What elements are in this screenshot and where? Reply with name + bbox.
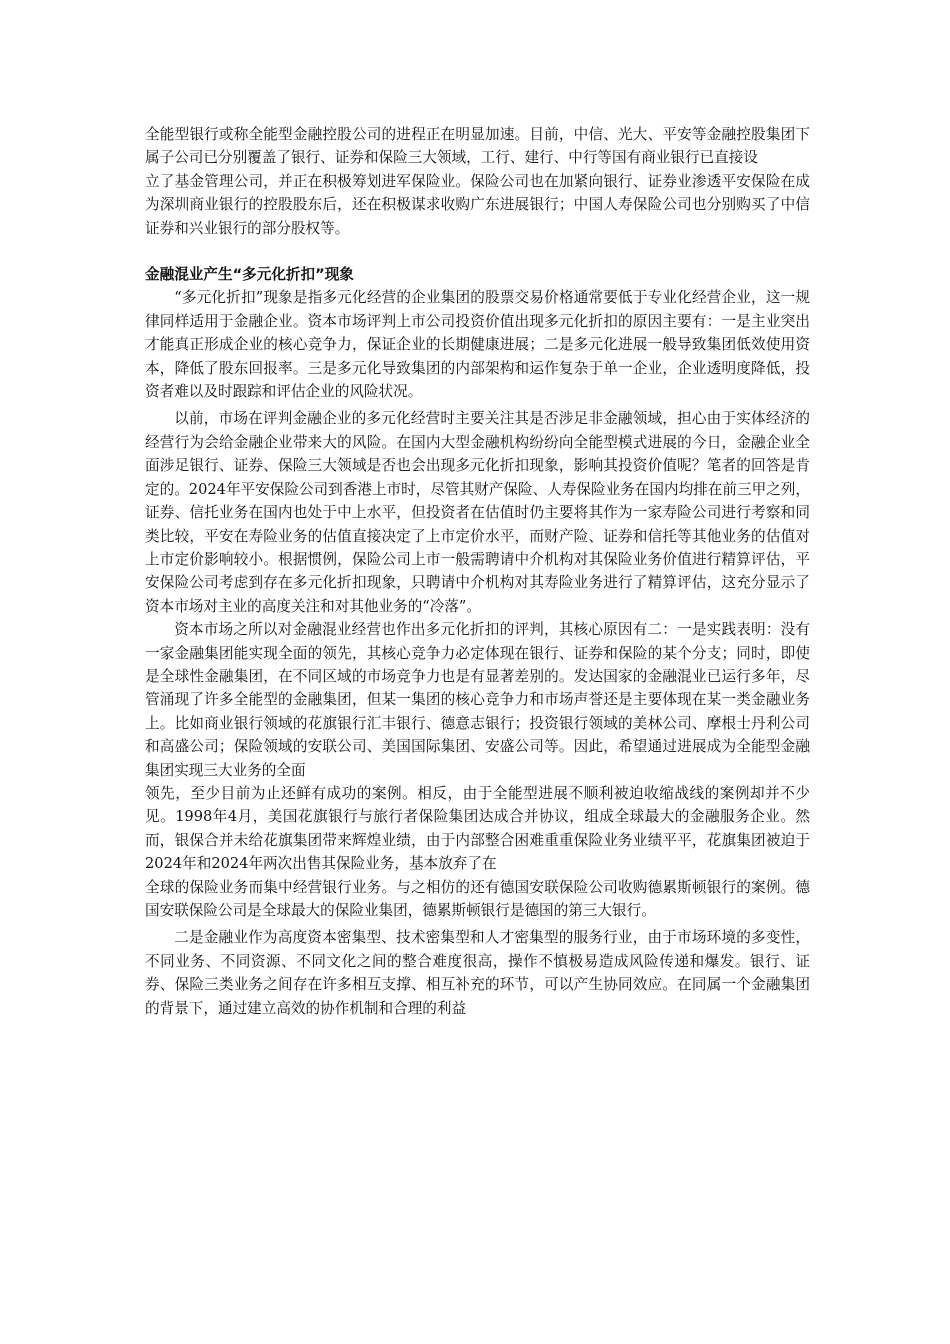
body-paragraph-6: 二是金融业作为高度资本密集型、技术密集型和人才密集型的服务行业，由于市场环境的多变性，不同业务、不同资源、不同文化之间的整合难度很高，操作不慎极易造成风险传递和爆发。银行、证券、保险三类业务之间存在许多相互支撑、相互补充的环节，可以产生协同效应。在同属一个金融集团的背景下，通过建立高效的协作机制和合理的利益 <box>145 929 810 1017</box>
body-paragraph-5: 全球的保险业务而集中经营银行业务。与之相仿的还有德国安联保险公司收购德累斯顿银行的案例。德国安联保险公司是全球最大的保险业集团，德累斯顿银行是德国的第三大银行。 <box>145 878 810 919</box>
document-page <box>145 123 810 1020</box>
body-paragraph-3: 资本市场之所以对金融混业经营也作出多元化折扣的评判，其核心原因有二：一是实践表明：没有一家金融集团能实现全面的领先，其核心竞争力必定体现在银行、证券和保险的某个分支；同时，即使是全球性金融集团，在不同区域的市场竞争力也是有显著差别的。发达国家的金融混业已运行多年，尽管涌现了许多全能型的金融集团，但某一集团的核心竞争力和市场声誉还是主要体现在某一类金融业务上。比如商业银行领域的花旗银行汇丰银行、德意志银行；投资银行领域的美林公司、摩根士丹利公司和高盛公司；保险领域的安联公司、美国国际集团、安盛公司等。因此，希望通过进展成为全能型金融集团实现三大业务的全面 <box>145 621 810 779</box>
intro-paragraph-1: 全能型银行或称全能型金融控股公司的进程正在明显加速。目前，中信、光大、平安等金融控股集团下属子公司已分别覆盖了银行、证券和保险三大领域，工行、建行、中行等国有商业银行已直接设 <box>145 126 810 167</box>
section-heading: 金融混业产生“多元化折扣”现象 <box>145 266 354 284</box>
body-paragraph-1: “多元化折扣”现象是指多元化经营的企业集团的股票交易价格通常要低于专业化经营企业，这一规律同样适用于金融企业。资本市场评判上市公司投资价值出现多元化折扣的原因主要有：一是主业突出才能真正形成企业的核心竞争力，保证企业的长期健康进展；二是多元化进展一般导致集团低效使用资本，降低了股东回报率。三是多元化导致集团的内部架构和运作复杂于单一企业，企业透明度降低，投资者难以及时跟踪和评估企业的风险状况。 <box>145 289 810 401</box>
body-paragraph-2: 以前，市场在评判金融企业的多元化经营时主要关注其是否涉足非金融领域，担心由于实体经济的经营行为会给金融企业带来大的风险。在国内大型金融机构纷纷向全能型模式进展的今日，金融企业全面涉足银行、证券、保险三大领域是否也会出现多元化折扣现象，影响其投资价值呢？笔者的回答是肯定的。2024年平安保险公司到香港上市时，尽管其财产保险、人寿保险业务在国内均排在前三甲之列，证券、信托业务在国内也处于中上水平，但投资者在估值时仍主要将其作为一家寿险公司进行考察和同类比较，平安在寿险业务的估值直接决定了上市定价水平，而财产险、证券和信托等其他业务的估值对上市定价影响较小。根据惯例，保险公司上市一般需聘请中介机构对其保险业务价值进行精算评估，平安保险公司考虑到存在多元化折扣现象，只聘请中介机构对其寿险业务进行了精算评估，这充分显示了资本市场对主业的高度关注和对其他业务的“冷落”。 <box>145 410 810 615</box>
intro-paragraph-2: 立了基金管理公司，并正在积极筹划进军保险业。保险公司也在加紧向银行、证券业渗透平安保险在成为深圳商业银行的控股股东后，还在积极谋求收购广东进展银行；中国人寿保险公司也分别购买了中信证券和兴业银行的部分股权等。 <box>145 172 810 237</box>
body-paragraph-4: 领先，至少目前为止还鲜有成功的案例。相反，由于全能型进展不顺利被迫收缩战线的案例却并不少见。1998年4月，美国花旗银行与旅行者保险集团达成合并协议，组成全球最大的金融服务企业。然而，银保合并未给花旗集团带来辉煌业绩，由于内部整合困难重重保险业务业绩平平，花旗集团被迫于2024年和2024年两次出售其保险业务，基本放弃了在 <box>145 784 810 873</box>
